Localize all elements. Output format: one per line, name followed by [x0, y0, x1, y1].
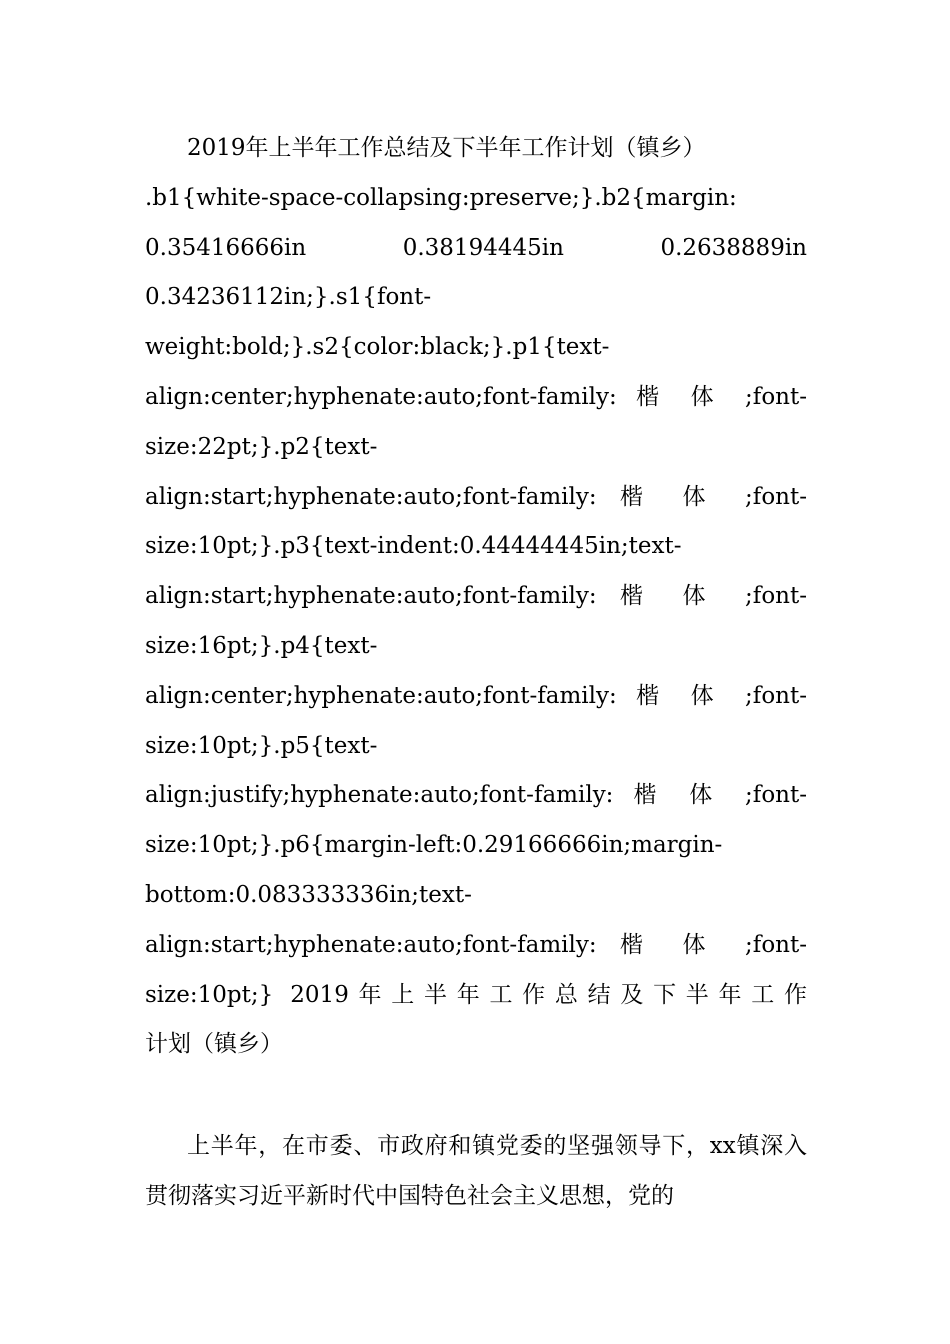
css-line: size:10pt;}.p3{text-indent:0.44444445in;text- [145, 533, 682, 560]
css-line: size:10pt;}.p5{text- [145, 732, 378, 759]
css-line: size:22pt;}.p2{text- [145, 433, 378, 460]
css-line: align:center;hyphenate:auto;font-family: 楷 体 ;font- [145, 383, 807, 410]
css-line: align:start;hyphenate:auto;font-family: 楷 体 ;font- [145, 483, 807, 510]
css-line: bottom:0.083333336in;text- [145, 881, 472, 908]
css-line: size:16pt;}.p4{text- [145, 632, 378, 659]
css-line: size:10pt;}.p6{margin-left:0.29166666in;margin- [145, 832, 723, 859]
body-paragraph: 上半年，在市委、市政府和镇党委的坚强领导下，xx镇深入贯彻落实习近平新时代中国特色社会主义思想，党的 [145, 1133, 807, 1209]
css-line: 0.34236112in;}.s1{font- [145, 284, 432, 311]
css-line: 0.35416666in 0.38194445in 0.2638889in [145, 234, 807, 261]
document-title-line: 2019年上半年工作总结及下半年工作计划（镇乡） [187, 135, 706, 161]
css-text-block [145, 174, 807, 1070]
css-line: align:center;hyphenate:auto;font-family: 楷 体 ;font- [145, 682, 807, 709]
css-line: weight:bold;}.s2{color:black;}.p1{text- [145, 334, 610, 361]
css-line: 计划（镇乡） [145, 1031, 283, 1058]
css-line: .b1{white-space-collapsing:preserve;}.b2{margin: [145, 184, 737, 211]
paragraph-gap [145, 1070, 807, 1122]
css-line: align:start;hyphenate:auto;font-family: 楷 体 ;font- [145, 583, 807, 610]
css-line: align:justify;hyphenate:auto;font-family: 楷 体 ;font- [145, 782, 807, 809]
css-line: size:10pt;} 2019年上半年工作总结及下半年工作 [145, 981, 807, 1008]
css-line: align:start;hyphenate:auto;font-family: 楷 体 ;font- [145, 931, 807, 958]
document-page [145, 124, 807, 1222]
